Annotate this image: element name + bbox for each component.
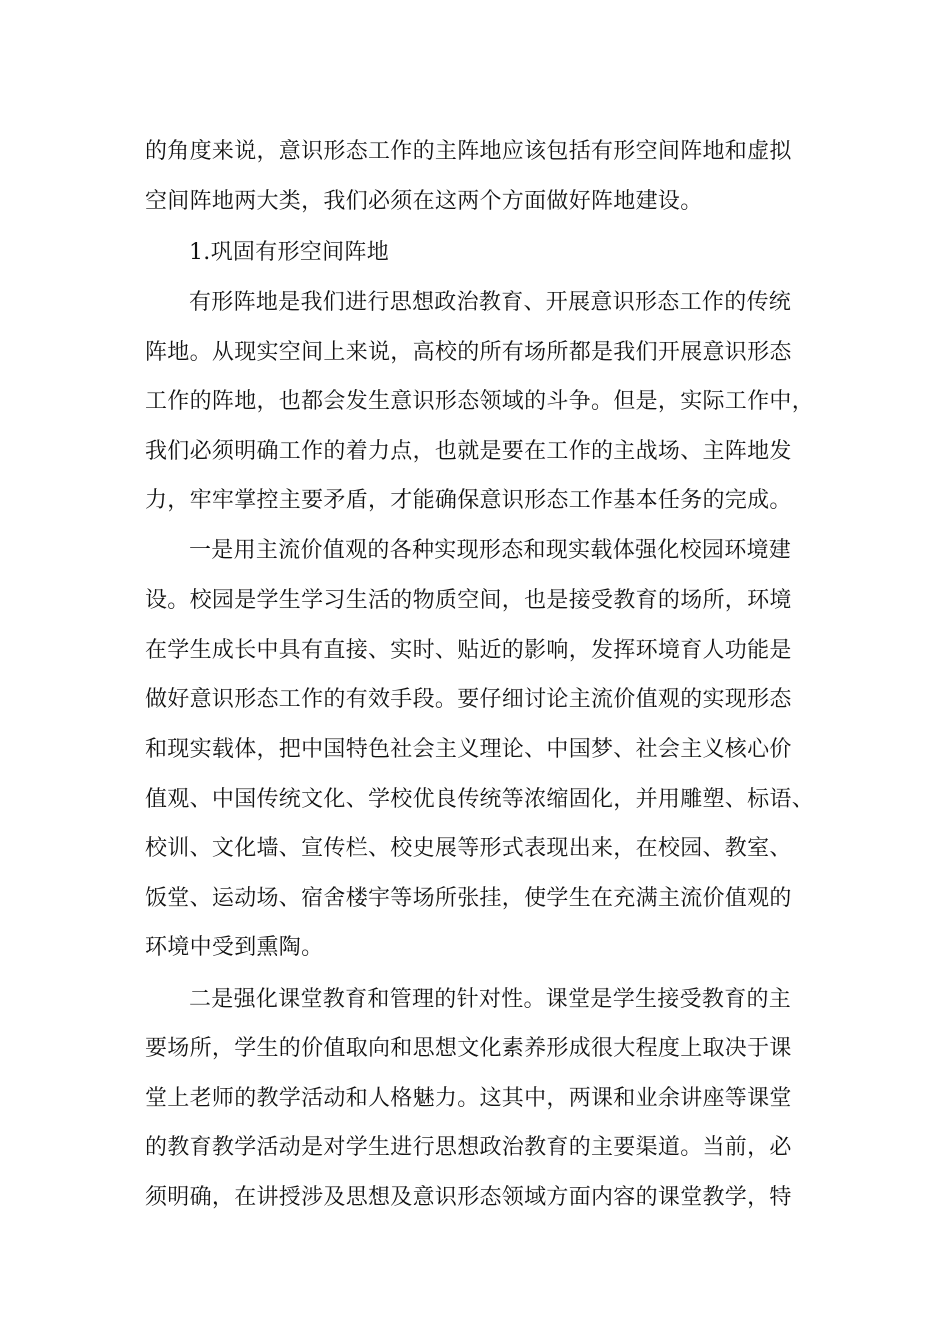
text-line: 堂上老师的教学活动和人格魅力。这其中，两课和业余讲座等课堂 (145, 1086, 792, 1111)
text-line: 我们必须明确工作的着力点，也就是要在工作的主战场、主阵地发 (145, 439, 792, 464)
text-line: 设。校园是学生学习生活的物质空间，也是接受教育的场所，环境 (145, 588, 792, 613)
text-line: 工作的阵地，也都会发生意识形态领域的斗争。但是，实际工作中， (145, 389, 815, 414)
text-line: 饭堂、运动场、宿舍楼宇等场所张挂，使学生在充满主流价值观的 (145, 886, 792, 911)
text-line: 和现实载体，把中国特色社会主义理论、中国梦、社会主义核心价 (145, 737, 792, 762)
text-line: 校训、文化墙、宣传栏、校史展等形式表现出来，在校园、教室、 (145, 836, 792, 861)
text-line: 二是强化课堂教育和管理的针对性。课堂是学生接受教育的主 (189, 987, 792, 1012)
text-line: 要场所，学生的价值取向和思想文化素养形成很大程度上取决于课 (145, 1036, 792, 1061)
text-line: 的角度来说，意识形态工作的主阵地应该包括有形空间阵地和虚拟 (145, 139, 792, 164)
text-line: 力，牢牢掌控主要矛盾，才能确保意识形态工作基本任务的完成。 (145, 488, 792, 513)
text-line: 在学生成长中具有直接、实时、贴近的影响，发挥环境育人功能是 (145, 638, 792, 663)
text-line: 有形阵地是我们进行思想政治教育、开展意识形态工作的传统 (189, 290, 792, 315)
text-line: 值观、中国传统文化、学校优良传统等浓缩固化，并用雕塑、标语、 (145, 787, 815, 812)
text-line: 须明确，在讲授涉及思想及意识形态领域方面内容的课堂教学，特 (145, 1185, 792, 1210)
text-line: 的教育教学活动是对学生进行思想政治教育的主要渠道。当前，必 (145, 1135, 792, 1160)
text-line: 环境中受到熏陶。 (145, 935, 324, 960)
text-line: 一是用主流价值观的各种实现形态和现实载体强化校园环境建 (189, 538, 792, 563)
text-line: 空间阵地两大类，我们必须在这两个方面做好阵地建设。 (145, 189, 703, 214)
text-line: 做好意识形态工作的有效手段。要仔细讨论主流价值观的实现形态 (145, 687, 792, 712)
text-line: 阵地。从现实空间上来说，高校的所有场所都是我们开展意识形态 (145, 340, 792, 365)
section-heading: 1.巩固有形空间阵地 (189, 240, 389, 265)
